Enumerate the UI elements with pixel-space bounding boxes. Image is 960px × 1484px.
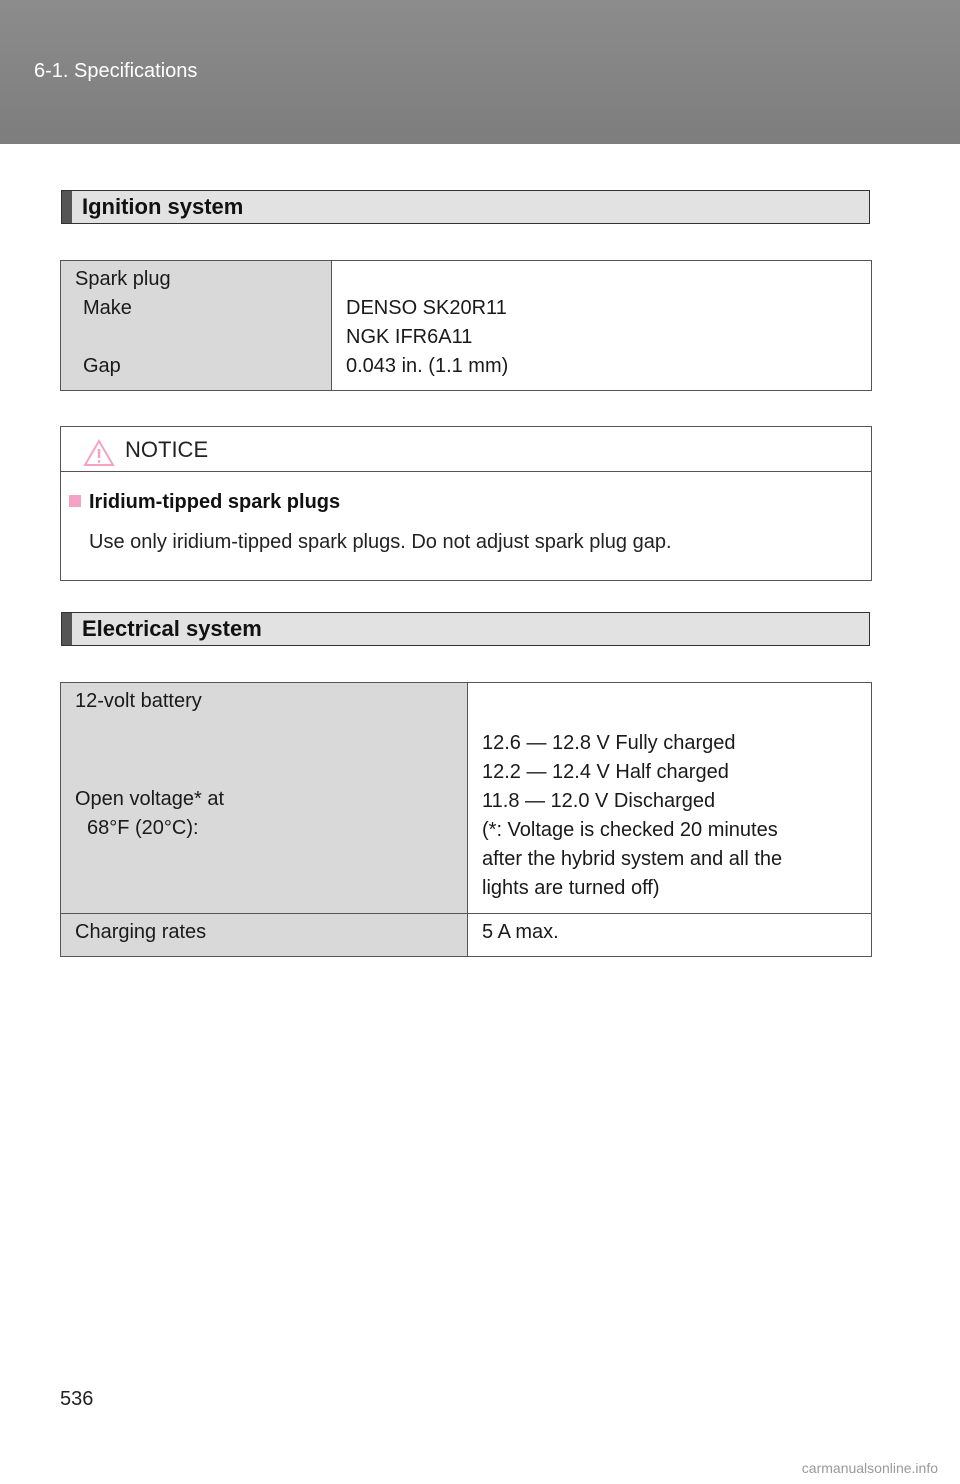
warning-icon [83,439,115,467]
voltage-note: after the hybrid system and all the [482,848,783,870]
make-label: Make [83,297,132,319]
page-number: 536 [60,1388,94,1410]
charging-label: Charging rates [75,921,207,943]
table-row [61,914,872,957]
heading-bar [62,613,72,645]
notice-header [61,427,871,472]
charging-label-cell [61,914,468,957]
notice-body: Use only iridium-tipped spark plugs. Do not adjust spark plug gap. [89,531,672,553]
page-header [0,0,960,144]
spark-plug-label: Spark plug [75,268,171,290]
bullet-square-icon [69,495,81,507]
open-voltage-label: Open voltage* at [75,788,224,810]
spark-plug-value-cell [332,261,872,391]
notice-subtitle-row [69,491,340,514]
voltage-note: (*: Voltage is checked 20 minutes [482,819,778,841]
electrical-section-heading [61,612,870,646]
watermark: carmanualsonline.info [801,1460,938,1476]
gap-value: 0.043 in. (1.1 mm) [346,355,509,377]
electrical-spec-table [60,682,872,957]
make-value-denso: DENSO SK20R11 [346,297,507,319]
gap-label: Gap [83,355,121,377]
voltage-line: 12.6 — 12.8 V Fully charged [482,732,736,754]
section-breadcrumb: 6-1. Specifications [34,60,198,82]
voltage-value-cell [468,683,872,914]
open-voltage-temp-label: 68°F (20°C): [87,817,199,839]
charging-value: 5 A max. [482,921,559,943]
notice-subtitle: Iridium-tipped spark plugs [89,491,341,513]
voltage-line: 12.2 — 12.4 V Half charged [482,761,729,783]
ignition-spec-table [60,260,872,391]
table-row [61,261,872,391]
ignition-section-heading [61,190,870,224]
open-voltage-label-cell [61,725,468,914]
table-row [61,683,872,726]
charging-value-cell [468,914,872,957]
heading-bar [62,191,72,223]
notice-title: NOTICE [125,437,209,462]
voltage-line: 11.8 — 12.0 V Discharged [482,790,716,812]
voltage-note: lights are turned off) [482,877,660,899]
battery-label: 12-volt battery [75,690,202,712]
ignition-section-title: Ignition system [82,194,244,219]
electrical-section-title: Electrical system [82,616,262,641]
make-value-ngk: NGK IFR6A11 [346,326,473,348]
notice-box [60,426,872,581]
battery-label-cell [61,683,468,726]
spark-plug-label-cell [61,261,332,391]
